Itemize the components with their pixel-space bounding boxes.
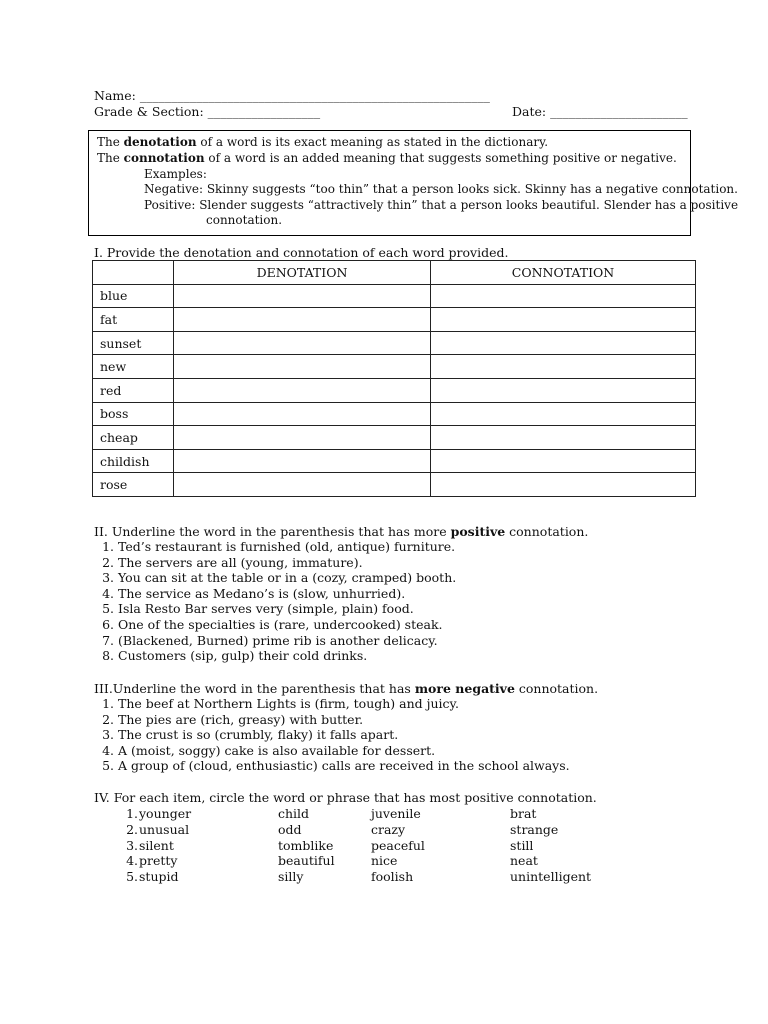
examples-label: Examples: xyxy=(144,167,207,181)
choice-word[interactable]: stupid xyxy=(139,869,179,884)
name-field-label: Name: ________________________________________________________ xyxy=(94,88,490,103)
denotation-answer-cell[interactable] xyxy=(174,378,431,402)
denotation-answer-cell[interactable] xyxy=(174,473,431,497)
list-item: 3. The crust is so (crumbly, flaky) it falls apart. xyxy=(102,727,399,743)
item-number: 1. xyxy=(126,806,138,821)
choice-word[interactable]: crazy xyxy=(371,822,406,837)
connotation-answer-cell[interactable] xyxy=(431,355,696,379)
denotation-answer-cell[interactable] xyxy=(174,284,431,308)
connotation-answer-cell[interactable] xyxy=(431,331,696,355)
choice-word[interactable]: pretty xyxy=(139,853,178,868)
choice-word[interactable]: juvenile xyxy=(371,806,421,821)
list-item: 2. The pies are (rich, greasy) with butter. xyxy=(102,711,364,727)
denotation-answer-cell[interactable] xyxy=(174,308,431,332)
choice-word[interactable]: child xyxy=(278,806,310,821)
choice-word[interactable]: silly xyxy=(278,869,304,884)
table-row xyxy=(93,449,696,473)
section-4-title: IV. For each item, circle the word or phrase that has most positive connotation. xyxy=(94,790,597,805)
section-3-list xyxy=(90,696,570,774)
list-item: 3. You can sit at the table or in a (cozy, cramped) booth. xyxy=(102,570,457,586)
positive-example-continued: connotation. xyxy=(206,213,283,227)
table-header-row xyxy=(93,261,696,285)
positive-example: Positive: Slender suggests “attractively thin” that a person looks beautiful. Slender has a positive xyxy=(144,198,739,212)
word-cell: boss xyxy=(93,402,174,426)
connotation-answer-cell[interactable] xyxy=(431,473,696,497)
choice-word[interactable]: strange xyxy=(510,822,559,837)
choice-word[interactable]: tomblike xyxy=(278,838,334,853)
list-item: 6. One of the specialties is (rare, undercooked) steak. xyxy=(102,616,443,632)
table-row xyxy=(93,426,696,450)
denotation-answer-cell[interactable] xyxy=(174,449,431,473)
choice-word[interactable]: foolish xyxy=(371,869,414,884)
table-row xyxy=(93,284,696,308)
list-item: 5. Isla Resto Bar serves very (simple, plain) food. xyxy=(102,601,414,617)
item-number: 3. xyxy=(126,838,138,853)
item-number: 2. xyxy=(126,822,138,837)
table-row xyxy=(93,402,696,426)
negative-example: Negative: Skinny suggests “too thin” that a person looks sick. Skinny has a negative connotation. xyxy=(144,182,738,196)
list-item: 4. A (moist, soggy) cake is also available for dessert. xyxy=(102,742,436,758)
connotation-answer-cell[interactable] xyxy=(431,449,696,473)
section-3-title: III.Underline the word in the parenthesis that has more negative connotation. xyxy=(94,681,599,696)
choice-word[interactable]: nice xyxy=(371,853,398,868)
item-number: 4. xyxy=(126,853,138,868)
choice-word[interactable]: neat xyxy=(510,853,538,868)
choice-word[interactable]: brat xyxy=(510,806,537,821)
denotation-connotation-table xyxy=(92,260,696,497)
list-item: 8. Customers (sip, gulp) their cold drinks. xyxy=(102,648,368,664)
table-row xyxy=(93,331,696,355)
word-cell: cheap xyxy=(93,426,174,450)
choice-word[interactable]: unintelligent xyxy=(510,869,592,884)
list-item: 4. The service as Medano’s is (slow, unhurried). xyxy=(102,585,406,601)
list-item: 2. The servers are all (young, immature). xyxy=(102,554,363,570)
date-field-label: Date: ______________________ xyxy=(512,104,688,119)
connotation-answer-cell[interactable] xyxy=(431,284,696,308)
connotation-answer-cell[interactable] xyxy=(431,378,696,402)
word-cell: rose xyxy=(93,473,174,497)
connotation-column-header: CONNOTATION xyxy=(431,261,696,285)
choice-word[interactable]: unusual xyxy=(139,822,190,837)
denotation-answer-cell[interactable] xyxy=(174,402,431,426)
section-2-list xyxy=(90,539,456,664)
choice-word[interactable]: still xyxy=(510,838,534,853)
connotation-answer-cell[interactable] xyxy=(431,308,696,332)
list-item: 1. Ted’s restaurant is furnished (old, antique) furniture. xyxy=(102,539,456,554)
word-column-header xyxy=(93,261,174,285)
choice-word[interactable]: peaceful xyxy=(371,838,425,853)
item-number: 5. xyxy=(126,869,138,884)
word-cell: childish xyxy=(93,449,174,473)
grade-section-field-label: Grade & Section: __________________ xyxy=(94,104,321,119)
choice-word[interactable]: odd xyxy=(278,822,302,837)
choice-word[interactable]: younger xyxy=(139,806,192,821)
table-row xyxy=(93,473,696,497)
section-1-title: I. Provide the denotation and connotation of each word provided. xyxy=(94,245,509,260)
table-row xyxy=(93,378,696,402)
choice-word[interactable]: beautiful xyxy=(278,853,335,868)
list-item: 7. (Blackened, Burned) prime rib is another delicacy. xyxy=(102,632,438,648)
list-item: 1. The beef at Northern Lights is (firm, tough) and juicy. xyxy=(102,696,459,711)
connotation-answer-cell[interactable] xyxy=(431,426,696,450)
denotation-answer-cell[interactable] xyxy=(174,331,431,355)
word-cell: fat xyxy=(93,308,174,332)
section-2-title: II. Underline the word in the parenthesis that has more positive connotation. xyxy=(94,524,589,539)
word-cell: sunset xyxy=(93,331,174,355)
denotation-answer-cell[interactable] xyxy=(174,426,431,450)
word-cell: blue xyxy=(93,284,174,308)
connotation-answer-cell[interactable] xyxy=(431,402,696,426)
list-item: 5. A group of (cloud, enthusiastic) calls are received in the school always. xyxy=(102,758,570,774)
denotation-column-header: DENOTATION xyxy=(174,261,431,285)
choice-word[interactable]: silent xyxy=(139,838,174,853)
table-row xyxy=(93,308,696,332)
denotation-answer-cell[interactable] xyxy=(174,355,431,379)
word-cell: red xyxy=(93,378,174,402)
word-cell: new xyxy=(93,355,174,379)
denotation-definition: The denotation of a word is its exact meaning as stated in the dictionary. xyxy=(97,135,549,149)
table-row xyxy=(93,355,696,379)
connotation-definition: The connotation of a word is an added meaning that suggests something positive or negative. xyxy=(97,151,677,165)
